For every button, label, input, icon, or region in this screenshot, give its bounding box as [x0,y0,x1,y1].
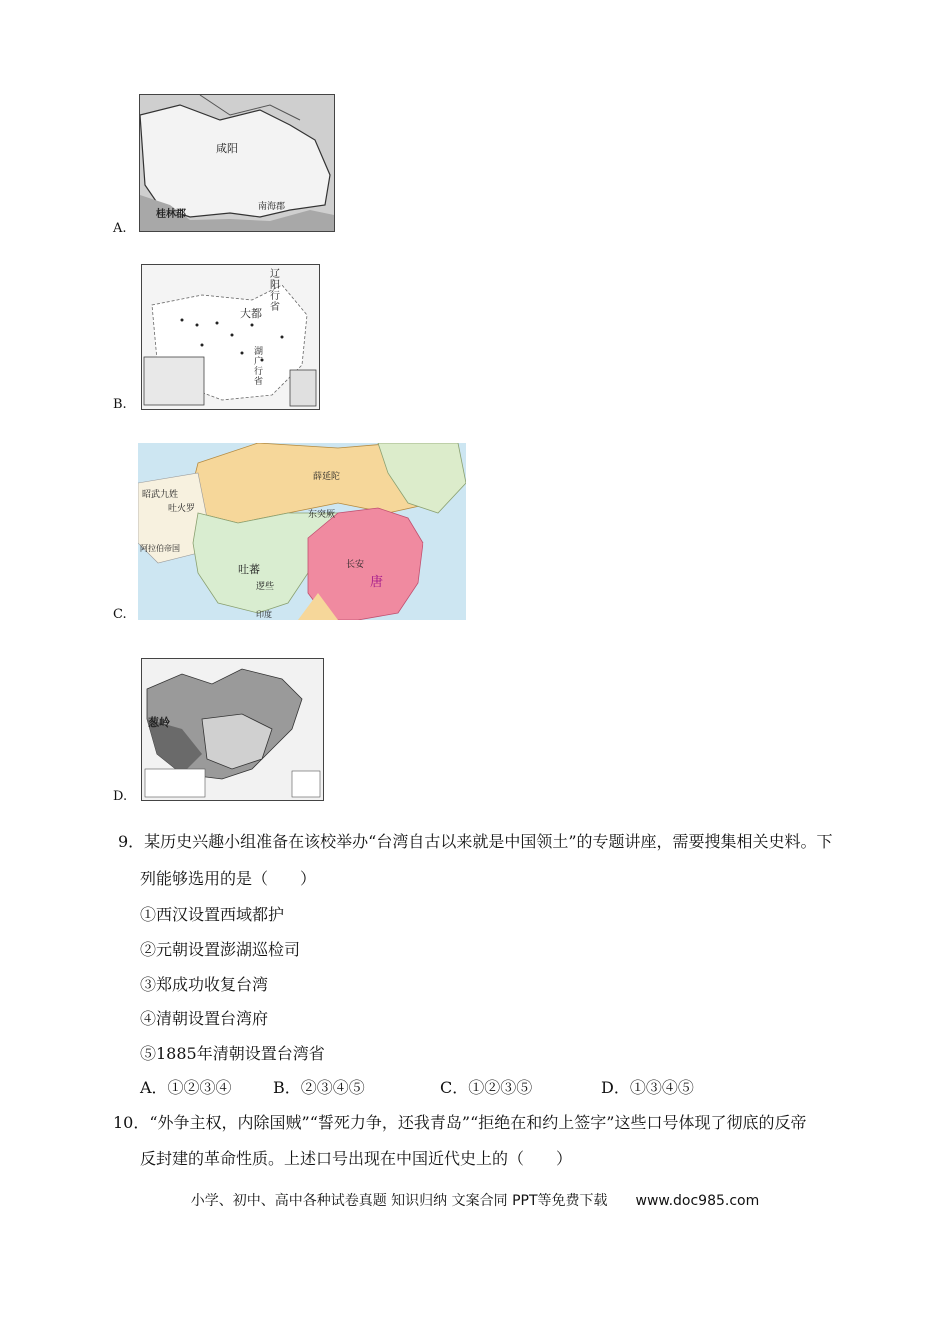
map-c-label-xueyantuo: 薛延陀 [313,472,341,482]
footer-url[interactable]: www.doc985.com [635,1193,760,1209]
option-c-letter: C. [113,607,127,622]
map-c-tang-territory [138,443,466,620]
map-b-label-huguang: 湖广行省 [254,347,264,387]
map-c-label-changan: 长安 [346,560,365,570]
map-b-yuan-territory [141,264,320,410]
map-c-image [138,443,466,620]
map-b-label-dadu: 大都 [240,307,262,320]
q10-stem-line1: 10．“外争主权，内除国贼”“誓死力争，还我青岛”“拒绝在和约上签字”这些口号体现了彻底的反帝 [113,1113,807,1132]
map-c-label-tuhuoluo: 吐火罗 [168,504,196,514]
option-b-letter: B. [113,397,127,412]
q9-stem-line2: 列能够选用的是（ ） [140,869,317,888]
map-a-qin-territory [139,94,335,232]
map-a-label-guilin: 桂林郡 [156,209,186,220]
map-a-label-nanhai: 南海郡 [258,202,286,212]
option-d-letter: D. [113,789,128,804]
q9-stem-line1: 9．某历史兴趣小组准备在该校举办“台湾自古以来就是中国领土”的专题讲座，需要搜集相关史料。下 [118,832,833,851]
option-a-letter: A. [113,221,127,236]
map-b-image [142,265,319,409]
q9-choice-d[interactable]: D．①③④⑤ [601,1078,694,1097]
q9-item-1: ①西汉设置西域都护 [140,905,285,924]
map-b-label-liaoyang: 辽阳行省 [270,269,280,313]
map-c-label-dongtujue: 东突厥 [308,510,336,520]
map-d-label-congling: 葱岭 [148,716,170,729]
q9-choice-a[interactable]: A．①②③④ [140,1078,232,1097]
map-c-label-india: 印度 [256,610,272,619]
q9-choice-c[interactable]: C．①②③⑤ [440,1078,533,1097]
map-c-label-luoxie: 逻些 [256,582,275,592]
q9-choice-b[interactable]: B．②③④⑤ [273,1078,365,1097]
q9-item-4: ④清朝设置台湾府 [140,1009,269,1028]
map-c-label-arab: 阿拉伯帝国 [140,544,180,553]
map-c-label-tang: 唐 [370,575,384,590]
map-a-label-xianyang: 咸阳 [216,142,238,155]
map-c-label-zhaowu: 昭武九姓 [142,490,179,500]
map-c-label-tubo: 吐蕃 [238,563,260,576]
q9-item-5: ⑤1885年清朝设置台湾省 [140,1044,325,1063]
q10-stem-line2: 反封建的革命性质。上述口号出现在中国近代史上的（ ） [140,1149,573,1168]
map-d-qing-territory [141,658,324,801]
q9-item-3: ③郑成功收复台湾 [140,975,269,994]
footer-text: 小学、初中、高中各种试卷真题 知识归纳 文案合同 PPT等免费下载 [190,1193,608,1209]
q9-item-2: ②元朝设置澎湖巡检司 [140,940,301,959]
page-footer [0,1190,950,1210]
